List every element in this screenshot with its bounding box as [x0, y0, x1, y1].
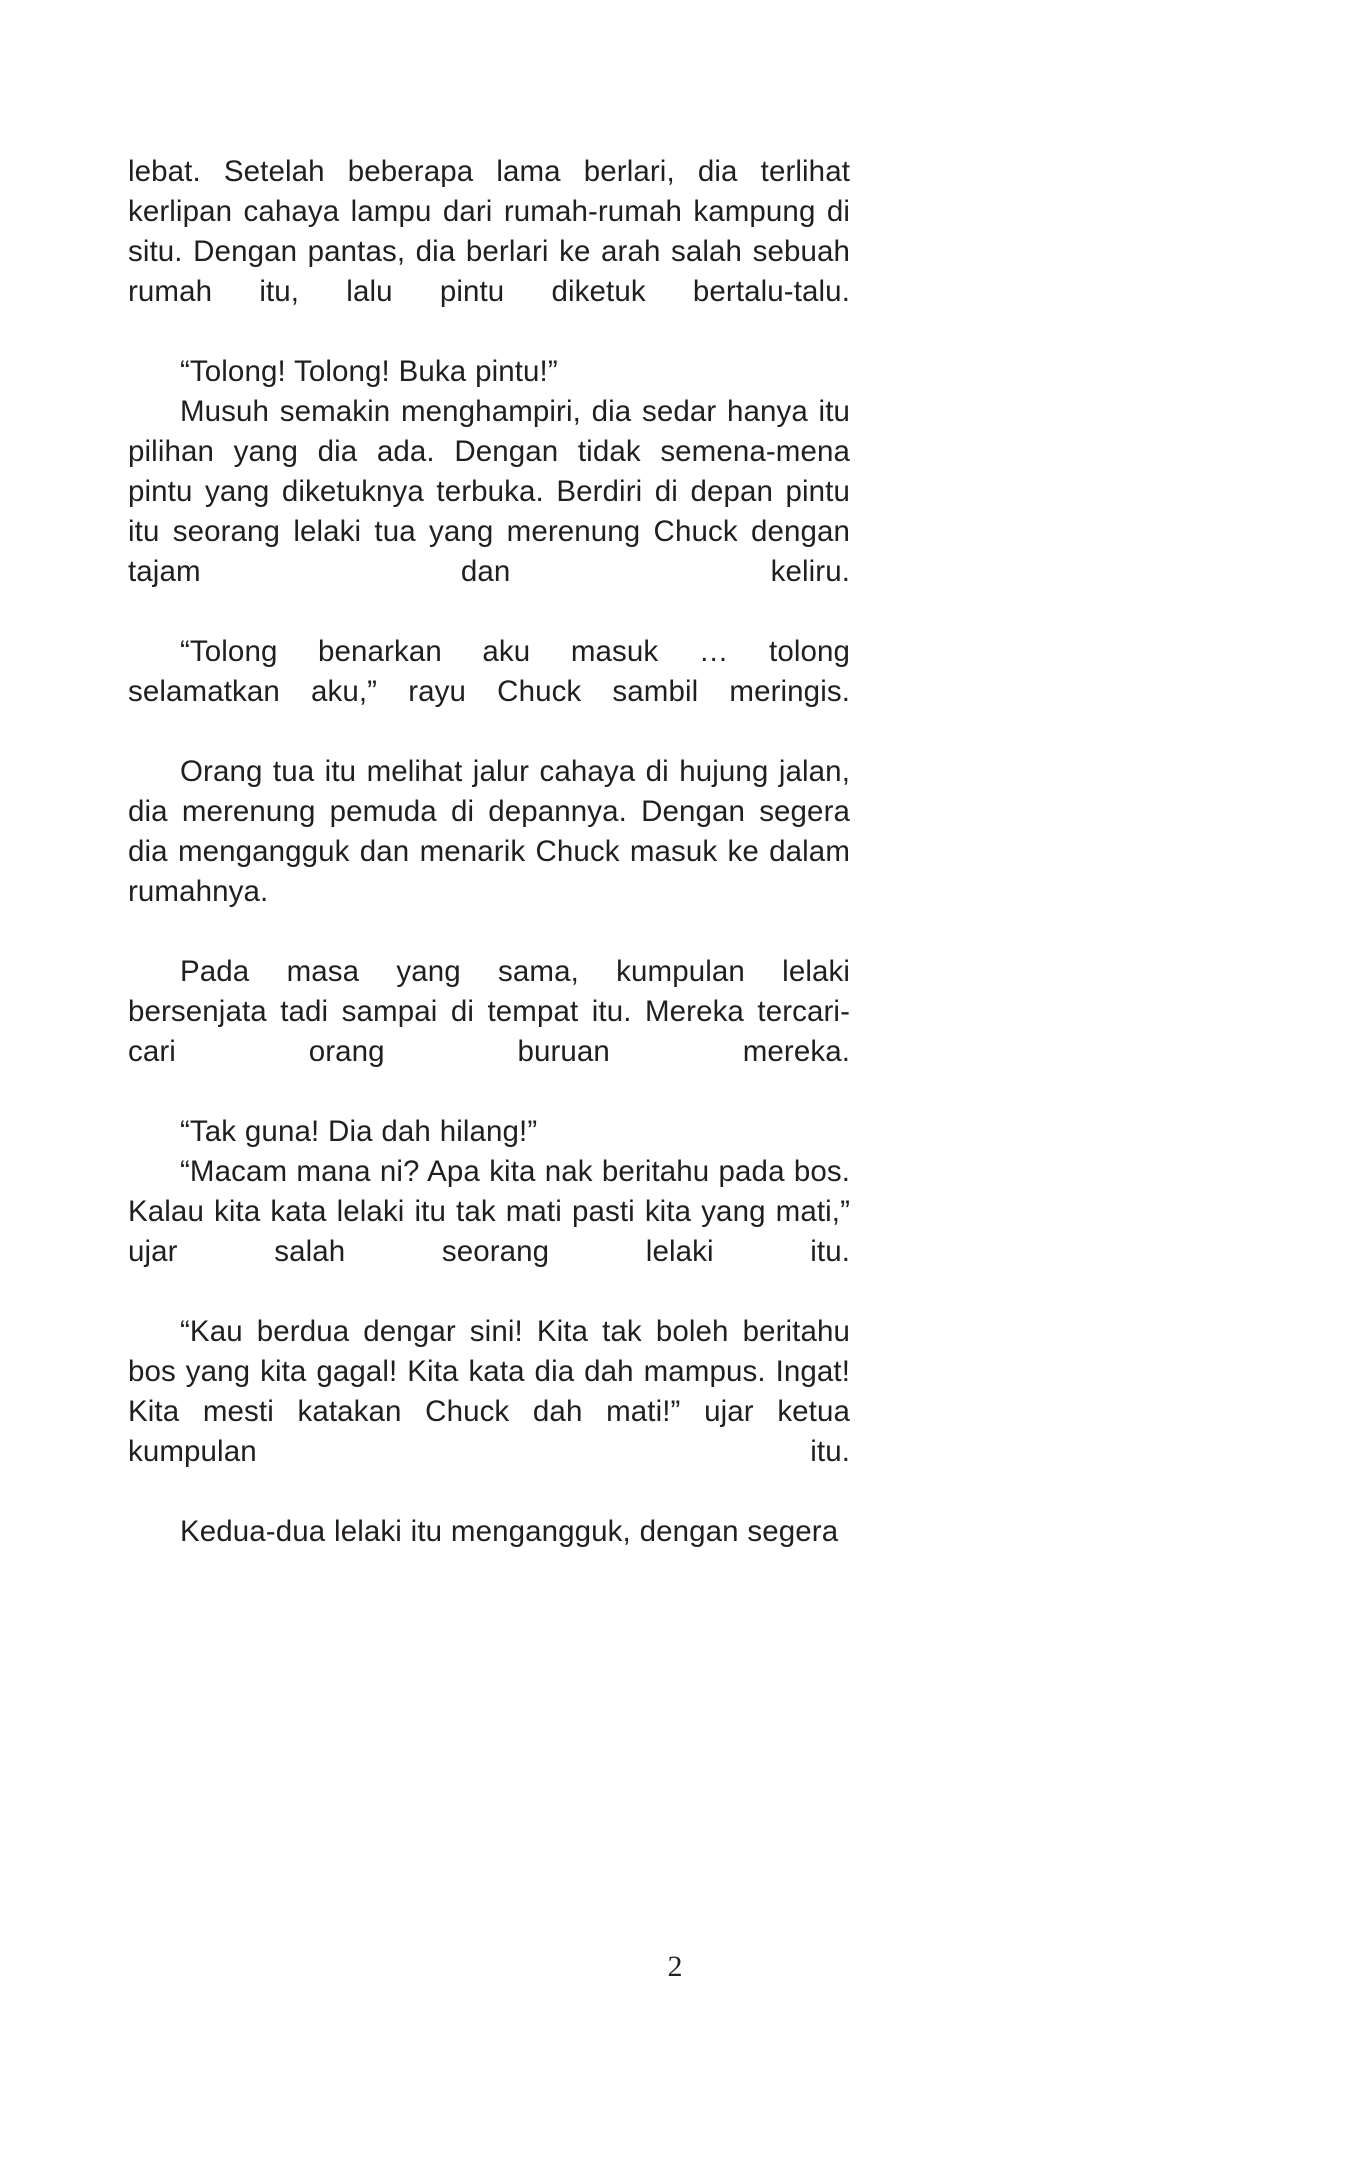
paragraph-continuation: lebat. Setelah beberapa lama berlari, dia terlihat kerlipan cahaya lampu dari rumah-rumah kampung di situ. Dengan pantas, dia berlari ke arah salah sebuah rumah itu, lalu pintu diketuk bertalu-talu.	[128, 155, 850, 308]
paragraph-dialogue-benarkan-masuk: “Tolong benarkan aku masuk … tolong selamatkan aku,” rayu Chuck sambil meringis.	[128, 635, 850, 708]
paragraph-musuh-semakin: Musuh semakin menghampiri, dia sedar hanya itu pilihan yang dia ada. Dengan tidak semena-mena pintu yang diketuknya terbuka. Berdiri di depan pintu itu seorang lelaki tua yang merenung Chuck dengan tajam dan keliru.	[128, 395, 850, 588]
paragraph-dialogue-tak-guna: “Tak guna! Dia dah hilang!”	[180, 1115, 538, 1148]
paragraph-orang-tua-melihat: Orang tua itu melihat jalur cahaya di hujung jalan, dia merenung pemuda di depannya. Dengan segera dia mengangguk dan menarik Chuck masuk ke dalam rumahnya.	[128, 755, 850, 908]
body-text-column	[128, 152, 850, 1552]
paragraph-pada-masa-yang-sama: Pada masa yang sama, kumpulan lelaki bersenjata tadi sampai di tempat itu. Mereka tercari-cari orang buruan mereka.	[128, 955, 850, 1068]
paragraph-dialogue-tolong-buka-pintu: “Tolong! Tolong! Buka pintu!”	[180, 355, 558, 388]
paragraph-dialogue-macam-mana: “Macam mana ni? Apa kita nak beritahu pada bos. Kalau kita kata lelaki itu tak mati pasti kita yang mati,” ujar salah seorang lelaki itu.	[128, 1155, 850, 1268]
page-number: 2	[667, 1950, 683, 1983]
paragraph-dialogue-kau-berdua: “Kau berdua dengar sini! Kita tak boleh beritahu bos yang kita gagal! Kita kata dia dah mampus. Ingat! Kita mesti katakan Chuck dah mati!” ujar ketua kumpulan itu.	[128, 1315, 850, 1468]
paragraph-kedua-dua-lelaki: Kedua-dua lelaki itu mengangguk, dengan segera	[180, 1515, 839, 1548]
